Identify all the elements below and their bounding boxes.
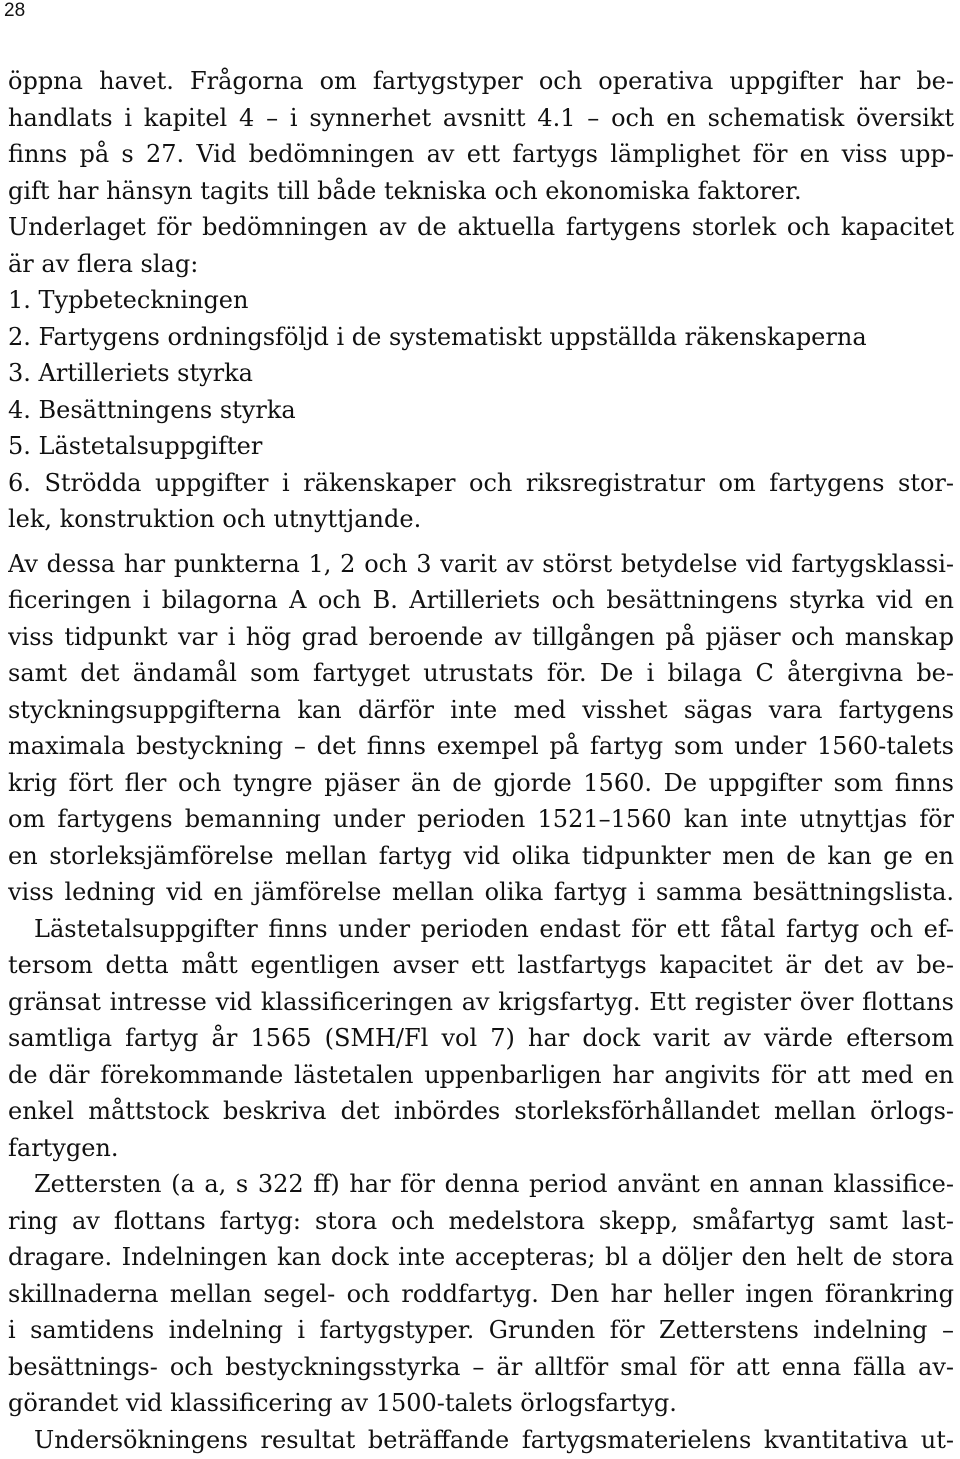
text-line: viss tidpunkt var i hög grad beroende av tillgången på pjäser och manskap — [8, 622, 954, 651]
text-line: tersom detta mått egentligen avser ett lastfartygs kapacitet är det av be- — [8, 951, 954, 979]
text-line: maximala bestyckning – det finns exempel på fartyg som under 1560-talets — [8, 732, 954, 760]
paragraph-gap — [8, 538, 954, 546]
text-line: Zettersten (a a, s 322 ff) har för denna period använt en annan klassifice- — [34, 1170, 954, 1198]
text-line: de där förekommande lästetalen uppenbarligen har angivits för att med en — [8, 1060, 954, 1089]
text-line: skillnaderna mellan segel- och roddfartyg. Den har heller ingen förankring — [8, 1279, 954, 1308]
list-item: lek, konstruktion och utnyttjande. — [8, 505, 422, 533]
text-line: ficeringen i bilagorna A och B. Artilleriets och besättningens styrka vid en — [8, 586, 954, 614]
text-line: gränsat intresse vid klassificeringen av krigsfartyg. Ett register över flottans — [8, 987, 954, 1016]
text-line: gift har hänsyn tagits till både tekniska och ekonomiska faktorer. — [8, 176, 802, 205]
page-body — [8, 63, 954, 1458]
text-line: om fartygens bemanning under perioden 1521–1560 kan inte utnyttjas för — [8, 805, 954, 833]
text-line: fartygen. — [8, 1133, 119, 1162]
text-line: samtliga fartyg år 1565 (SMH/Fl vol 7) har dock varit av värde eftersom — [8, 1024, 954, 1052]
text-line: dragare. Indelningen kan dock inte accepteras; bl a döljer den helt de stora — [8, 1243, 954, 1271]
text-line: krig fört fler och tyngre pjäser än de gjorde 1560. De uppgifter som finns — [8, 768, 954, 797]
text-line: i samtidens indelning i fartygstyper. Grunden för Zetterstens indelning – — [8, 1316, 954, 1344]
text-line: Underlaget för bedömningen av de aktuella fartygens storlek och kapacitet — [8, 213, 954, 241]
text-line: handlats i kapitel 4 – i synnerhet avsnitt 4.1 – och en schematisk översikt — [8, 103, 954, 132]
text-line: styckningsuppgifterna kan därför inte med visshet sägas vara fartygens — [8, 695, 954, 724]
list-item: 4. Besättningens styrka — [8, 395, 296, 424]
text-line: Undersökningens resultat beträffande fartygsmaterielens kvantitativa ut- — [34, 1425, 954, 1454]
list-item: 1. Typbeteckningen — [8, 286, 249, 314]
text-line: viss ledning vid en jämförelse mellan olika fartyg i samma besättningslista. — [8, 878, 954, 906]
text-line: Av dessa har punkterna 1, 2 och 3 varit av störst betydelse vid fartygsklassi- — [8, 549, 954, 578]
text-line: besättnings- och bestyckningsstyrka – är alltför smal för att enna fälla av- — [8, 1352, 954, 1381]
text-line: ring av flottans fartyg: stora och medelstora skepp, småfartyg samt last- — [8, 1206, 954, 1235]
list-item: 6. Strödda uppgifter i räkenskaper och riksregistratur om fartygens stor- — [8, 468, 954, 497]
list-item: 5. Lästetalsuppgifter — [8, 432, 263, 460]
text-line: Lästetalsuppgifter finns under perioden endast för ett fåtal fartyg och ef- — [34, 914, 954, 943]
page-number: 28 — [4, 0, 26, 21]
text-line: görandet vid klassificering av 1500-talets örlogsfartyg. — [8, 1389, 677, 1417]
text-line: finns på s 27. Vid bedömningen av ett fartygs lämplighet för en viss upp- — [8, 140, 954, 168]
text-line: en storleksjämförelse mellan fartyg vid olika tidpunkter men de kan ge en — [8, 841, 954, 870]
text-line: enkel måttstock beskriva det inbördes storleksförhållandet mellan örlogs- — [8, 1097, 954, 1125]
list-item: 2. Fartygens ordningsföljd i de systematiskt uppställda räkenskaperna — [8, 322, 867, 351]
list-item: 3. Artilleriets styrka — [8, 359, 253, 387]
text-line: är av flera slag: — [8, 249, 199, 278]
text-line: öppna havet. Frågorna om fartygstyper och operativa uppgifter har be- — [8, 67, 954, 95]
text-line: samt det ändamål som fartyget utrustats för. De i bilaga C återgivna be- — [8, 659, 954, 687]
